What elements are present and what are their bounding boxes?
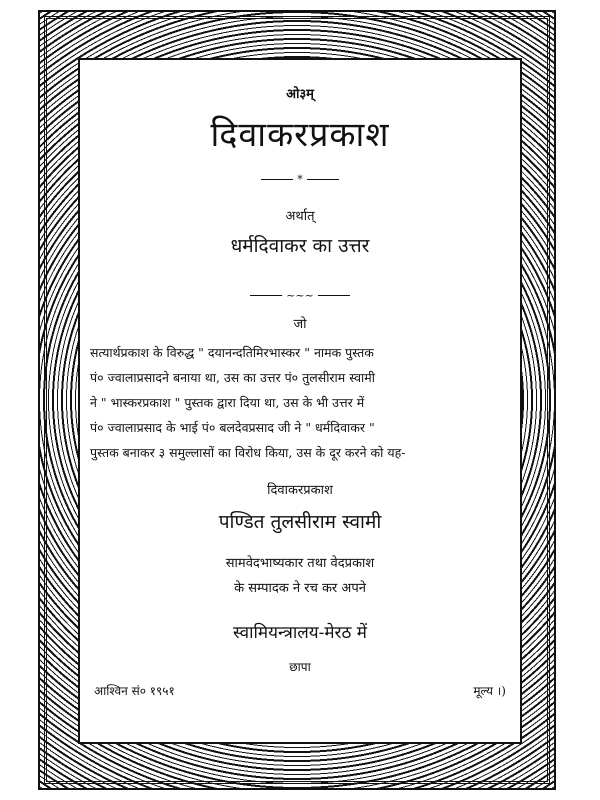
paragraph-line: पुस्तक बनाकर ३ समुल्लासों का विरोध किया, उस के दूर करने को यह-: [90, 445, 406, 460]
jo-text: जो: [293, 317, 307, 332]
title-page: [78, 58, 522, 744]
price: मूल्य ।): [473, 684, 506, 698]
press-name: स्वामियन्त्रालय-मेरठ में: [233, 623, 367, 643]
author-name: पण्डित तुलसीराम स्वामी: [218, 511, 382, 533]
ornament-icon: *: [297, 172, 303, 186]
book-name: दिवाकरप्रकाश: [267, 483, 333, 498]
publication-date: आश्विन सं० १९५१: [94, 684, 175, 698]
author-qualification-2: के सम्पादक ने रच कर अपने: [234, 581, 366, 596]
arthat-text: अर्थात्: [285, 209, 315, 224]
om-heading: ओ३म्: [286, 87, 314, 102]
paragraph-line: सत्यार्थप्रकाश के विरुद्ध " दयानन्दतिमिरभास्कर " नामक पुस्तक: [90, 345, 374, 360]
author-qualification-1: सामवेदभाष्यकार तथा वेदप्रकाश: [225, 556, 375, 571]
paragraph-line: ने " भास्करप्रकाश " पुस्तक द्वारा दिया था, उस के भी उत्तर में: [90, 395, 365, 410]
paragraph-line: पं० ज्वालाप्रसाद के भाई पं० बलदेवप्रसाद जी ने " धर्मदिवाकर ": [90, 420, 375, 435]
footer: [94, 682, 506, 699]
ornament-divider: [80, 172, 520, 186]
ornament-divider-2: [80, 288, 520, 302]
subtitle: धर्मदिवाकर का उत्तर: [230, 235, 370, 257]
description-paragraph: [90, 340, 510, 465]
page-title: दिवाकरप्रकाश: [210, 115, 390, 155]
ornament-icon-2: ~~~: [286, 288, 314, 302]
paragraph-line: पं० ज्वालाप्रसादने बनाया था, उस का उत्तर पं० तुलसीराम स्वामी: [90, 370, 375, 385]
printed-text: छापा: [289, 660, 311, 674]
